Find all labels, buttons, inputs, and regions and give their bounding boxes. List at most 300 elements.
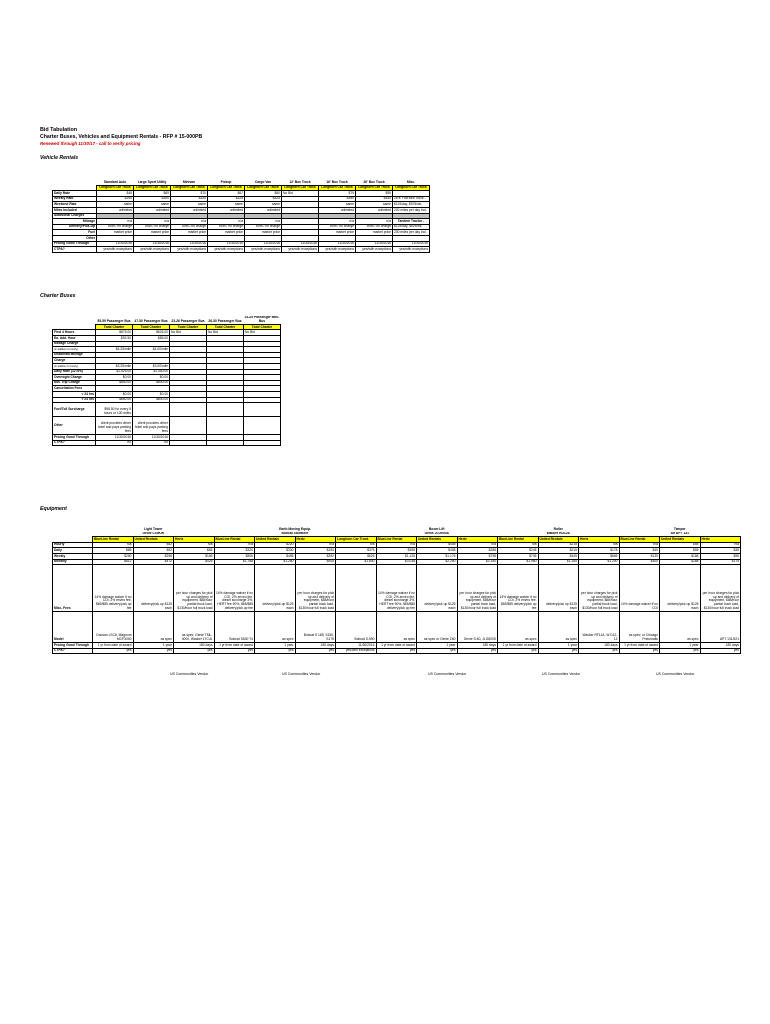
us-communities-vendor-note: US Communities Vendor xyxy=(656,672,695,676)
value-cell: $115/day, $575/wk, xyxy=(393,202,430,208)
vendor-name-cell: United Rentals xyxy=(538,537,579,543)
value-cell: $2,250 xyxy=(417,559,458,565)
value-cell: n/a xyxy=(356,219,393,225)
value-cell: $1,280 xyxy=(255,559,296,565)
corner-cell xyxy=(53,316,96,324)
value-cell: same xyxy=(208,202,245,208)
value-cell: $0.00 xyxy=(96,375,133,381)
value-cell: Tandem Tractor - xyxy=(393,219,430,225)
bus-type-header: 47-50 Passenger Bus xyxy=(134,318,168,323)
row-label: Weekend Rate xyxy=(53,202,97,208)
misc-fee-cell: delivery/pick up $125 each xyxy=(133,565,174,612)
value-cell: $2,150 xyxy=(457,559,498,565)
value-cell: No Bid xyxy=(207,330,244,336)
vendor-name-cell: BlueLine Rental xyxy=(619,537,660,543)
page-subtitle: Charter Buses, Vehicles and Equipment Rentals - RFP # 15-000PB xyxy=(40,134,203,140)
vehicle-row-ctpa xyxy=(53,247,430,253)
value-cell: $92 xyxy=(133,548,174,554)
empty-cell xyxy=(207,417,244,435)
value-cell: 1 year xyxy=(538,643,579,649)
value-cell: $675.00 xyxy=(96,330,133,336)
bus-type-header: 23-25 Passenger Mini-Bus xyxy=(244,316,280,323)
renewal-note: Renewed through 11/30/17 - call to verify pricing xyxy=(40,141,141,146)
charter-fuel-row xyxy=(53,403,281,417)
value-cell: n/a xyxy=(97,219,134,225)
value-cell: $245 xyxy=(498,548,539,554)
vendor-name-cell: Todd Charter xyxy=(244,324,281,330)
value-cell: n/a xyxy=(134,219,171,225)
value-cell: 1 year xyxy=(660,643,701,649)
value-cell: n/a xyxy=(457,542,498,548)
equipment-group-name: Light Tower xyxy=(144,527,163,531)
value-cell: unlimited xyxy=(97,207,134,213)
charter-section-title: Charter Buses xyxy=(40,293,76,299)
vendor-name-cell: Longhorn Car Truck xyxy=(171,185,208,191)
value-cell: yes xyxy=(376,648,417,654)
value-cell: same xyxy=(356,202,393,208)
vendor-name-cell: Longhorn Car Truck xyxy=(134,185,171,191)
value-cell: $800.00 xyxy=(133,397,170,403)
value-cell: both / no charge xyxy=(97,224,134,230)
row-label: CTPA? xyxy=(53,247,97,253)
value-cell: $45 xyxy=(97,191,134,197)
empty-cell xyxy=(244,440,281,446)
vendor-name-cell: Hertz xyxy=(295,537,336,543)
charter-buses-table xyxy=(52,316,281,446)
value-cell: both / no charge xyxy=(356,224,393,230)
value-cell: 11/30/2016 xyxy=(134,241,171,247)
vehicle-type-header: Misc. xyxy=(406,180,416,184)
row-label: Other xyxy=(53,235,97,241)
value-cell: $92.50 xyxy=(96,336,133,342)
model-cell: as spec xyxy=(498,612,539,643)
row-label: Pricing Good Through xyxy=(53,241,97,247)
value-cell: unlimited xyxy=(134,207,171,213)
value-cell: both / no charge xyxy=(245,224,282,230)
row-label: Daily Rate xyxy=(53,191,97,197)
value-cell: yes xyxy=(255,648,296,654)
row-label: Monthly xyxy=(53,559,93,565)
value-cell: $288 xyxy=(660,559,701,565)
value-cell: both / no charge xyxy=(171,224,208,230)
value-cell: yes xyxy=(174,648,215,654)
value-cell: n/a xyxy=(245,219,282,225)
value-cell: n/a xyxy=(579,542,620,548)
value-cell: $69 xyxy=(134,191,171,197)
vendor-name-cell: Hertz xyxy=(579,537,620,543)
vendor-name-cell: Longhorn Car Truck xyxy=(319,185,356,191)
value-cell: 1 yr from date of award xyxy=(93,643,134,649)
value-cell: $395 xyxy=(376,548,417,554)
equipment-group-model: Bobcat Skidsteer xyxy=(281,531,309,536)
vendor-name-cell: BlueLine Rental xyxy=(376,537,417,543)
value-cell: $52 xyxy=(133,542,174,548)
value-cell: market price xyxy=(356,230,393,236)
us-communities-vendor-note: US Communities Vendor xyxy=(170,672,209,676)
equipment-group-model: Wacker RD12A xyxy=(546,531,570,536)
model-cell: as spec; Genie TML-4000, Wacker LTC4L xyxy=(174,612,215,643)
model-cell: Genie S-60, JLG600S xyxy=(457,612,498,643)
value-cell: same xyxy=(97,202,134,208)
vendor-name-cell: United Rentals xyxy=(133,537,174,543)
row-label: Min. Trip Charge xyxy=(53,380,96,386)
value-cell: $70 xyxy=(171,191,208,197)
vendor-name-cell: Todd Charter xyxy=(96,324,133,330)
value-cell: yes xyxy=(660,648,701,654)
value-cell: market price xyxy=(319,230,356,236)
row-label: Mileage Charge xyxy=(53,341,96,347)
row-label: Hourly xyxy=(53,542,93,548)
value-cell: $425 xyxy=(174,559,215,565)
row-label: Ea. Add. Hour xyxy=(53,336,96,342)
value-cell: unlimited xyxy=(171,207,208,213)
row-label: Misc. Fees xyxy=(53,565,93,612)
value-cell: $95 xyxy=(356,191,393,197)
vendor-name-cell: Longhorn Car Truck xyxy=(97,185,134,191)
value-cell: 11/30/2016 xyxy=(356,241,393,247)
value-cell: yes/with exceptions xyxy=(393,247,430,253)
misc-fee-cell: 14% damage waiver if no COI, 2% enviro fee, diesel surcharge 3%, HERT fee 90%, $65/$85 delivery/pick up fee xyxy=(214,565,255,612)
value-cell: $79 xyxy=(319,191,356,197)
equipment-group-name: Roller xyxy=(553,527,563,531)
value-cell: 11/30/2016 xyxy=(208,241,245,247)
row-label: (in addition to hourly) xyxy=(53,347,96,353)
value-cell: market price xyxy=(97,230,134,236)
value-cell: $350 xyxy=(319,196,356,202)
misc-fee-cell: 14% damage waiver if no COI xyxy=(619,565,660,612)
vehicle-section-title: Vehicle Rentals xyxy=(40,155,79,161)
value-cell: n/a xyxy=(619,542,660,548)
equipment-group-model: Air APT 131 xyxy=(670,531,689,536)
model-cell: as spec xyxy=(255,612,296,643)
value-cell: n/a xyxy=(319,219,356,225)
vehicle-type-header: Large Sport Utility xyxy=(137,180,167,184)
row-label: Mileage xyxy=(53,219,97,225)
row-label: Additional Charges xyxy=(53,213,97,219)
value-cell: market price xyxy=(208,230,245,236)
vehicle-type-header: Pickup xyxy=(220,180,232,184)
value-cell: n/a xyxy=(214,542,255,548)
value-cell: $850.00 xyxy=(96,397,133,403)
value-cell: $1,200 xyxy=(579,559,620,565)
value-cell: both / no charge xyxy=(319,224,356,230)
misc-fee-cell: delivery/pick up $125 each xyxy=(660,565,701,612)
value-cell: market price xyxy=(245,230,282,236)
value-cell: yes/with exceptions xyxy=(134,247,171,253)
value-cell: $250 xyxy=(93,553,134,559)
value-cell: $215 xyxy=(538,542,579,548)
value-cell: 200 miles per day incl. xyxy=(393,207,430,213)
value-cell: n/a xyxy=(295,542,336,548)
equipment-group-name: Boom Lift xyxy=(429,527,445,531)
value-cell: $3,038 xyxy=(376,559,417,565)
vendor-name-cell: BlueLine Rental xyxy=(498,537,539,543)
value-cell: 1 year xyxy=(133,643,174,649)
value-cell: $1,800 xyxy=(336,559,377,565)
model-cell: APT 131/521 xyxy=(700,612,741,643)
model-cell: Bobcat S-590 xyxy=(336,612,377,643)
value-cell: $625.00 xyxy=(133,330,170,336)
equipment-model-row xyxy=(53,612,741,643)
value-cell: 28 ft. Flat Bed Truck - xyxy=(393,196,430,202)
value-cell: no xyxy=(96,440,133,446)
row-label: Daily xyxy=(53,548,93,554)
value-cell: 11/30/2016 xyxy=(319,241,356,247)
value-cell: $330 xyxy=(255,548,296,554)
value-cell: $1,425.00 xyxy=(96,369,133,375)
value-cell: 11/30/2016 xyxy=(282,241,319,247)
value-cell: 180 days xyxy=(295,643,336,649)
other-cell: client provides driver hotel and pays parking fees xyxy=(96,417,133,435)
us-communities-vendor-note: US Communities Vendor xyxy=(428,672,467,676)
value-cell: n/a xyxy=(498,542,539,548)
vendor-name-cell: Longhorn Car Truck xyxy=(356,185,393,191)
value-cell: 1 yr from date of award xyxy=(376,643,417,649)
value-cell: n/a xyxy=(700,542,741,548)
value-cell: 11/30/2016 xyxy=(133,435,170,441)
value-cell: No Bid xyxy=(244,330,281,336)
value-cell: yes/with exceptions xyxy=(208,247,245,253)
model-cell: Doosan LSC8, Magnum MCP3000 xyxy=(93,612,134,643)
value-cell: $0.00 xyxy=(133,391,170,397)
value-cell: yes/with exceptions xyxy=(245,247,282,253)
value-cell: 180 days xyxy=(579,643,620,649)
row-label: Weekly xyxy=(53,553,93,559)
misc-fee-cell: delivery/pick up $125 each xyxy=(538,565,579,612)
misc-fee-cell: 14% damage waiver if no COI, 2% enviro fee, $65/$85 delivery/pick up fee xyxy=(93,565,134,612)
row-label: Fuel/Toll Surcharge xyxy=(53,403,96,417)
vendor-name-cell: United Rentals xyxy=(417,537,458,543)
value-cell: $925 xyxy=(295,559,336,565)
model-cell: as spec xyxy=(538,612,579,643)
empty-cell xyxy=(244,417,281,435)
value-cell: n/a xyxy=(376,542,417,548)
model-cell: Wacker RF11A, W D12-12 xyxy=(579,612,620,643)
value-cell: $472 xyxy=(133,559,174,565)
equipment-section-title: Equipment xyxy=(40,506,67,512)
value-cell: $35 xyxy=(700,548,741,554)
misc-fee-cell xyxy=(336,565,377,612)
value-cell: market price xyxy=(134,230,171,236)
bus-type-header: 26-30 Passenger Bus xyxy=(208,318,242,323)
value-cell: 180 days xyxy=(457,643,498,649)
value-cell: $1,160 xyxy=(538,559,579,565)
model-cell: as spec xyxy=(660,612,701,643)
value-cell: $215 xyxy=(538,548,579,554)
value-cell: yes xyxy=(579,648,620,654)
value-cell: 11/30/2016 xyxy=(171,241,208,247)
value-cell: yes/with exceptions xyxy=(97,247,134,253)
value-cell: $4.00/mile xyxy=(133,347,170,353)
value-cell: 1 year xyxy=(255,643,296,649)
value-cell: yes xyxy=(538,648,579,654)
value-cell: yes xyxy=(619,648,660,654)
value-cell: $0.00 xyxy=(133,375,170,381)
value-cell: 180 days xyxy=(174,643,215,649)
page-title: Bid Tabulation xyxy=(40,127,78,133)
row-label: Cancellation Fees xyxy=(53,386,96,392)
value-cell: both / no charge xyxy=(208,224,245,230)
charter-row-ctpa xyxy=(53,440,281,446)
row-label: CTPA? xyxy=(53,440,96,446)
value-cell: $798 xyxy=(457,553,498,559)
value-cell: $0.00 xyxy=(96,391,133,397)
value-cell: yes xyxy=(700,648,741,654)
value-cell: $95 xyxy=(700,553,741,559)
vehicle-vendor-row xyxy=(53,185,430,191)
vendor-name-cell: Todd Charter xyxy=(133,324,170,330)
charter-other-row xyxy=(53,417,281,435)
value-cell: market price xyxy=(171,230,208,236)
misc-fee-cell: per hour charges for pick up and delivery of equipment, $88/hour partial truck load, $130/hour full truck load xyxy=(579,565,620,612)
value-cell: $4.25/mile xyxy=(96,347,133,353)
value-cell: yes xyxy=(133,648,174,654)
value-cell: yes xyxy=(417,648,458,654)
misc-fee-cell: delivery/pick up $125 each xyxy=(417,565,458,612)
vendor-name-cell: Longhorn Car Truck xyxy=(336,537,377,543)
value-cell: $285 xyxy=(457,548,498,554)
bus-type-header: 55-59 Passenger Bus xyxy=(97,318,131,323)
value-cell: $408 xyxy=(417,542,458,548)
other-cell: client provides driver hotel and pays parking fees xyxy=(133,417,170,435)
value-cell: $400 xyxy=(619,559,660,565)
value-cell: 180 days xyxy=(700,643,741,649)
value-cell: n/a xyxy=(171,219,208,225)
value-cell: $135 xyxy=(619,553,660,559)
misc-fee-cell: delivery/pick up $125 each xyxy=(255,565,296,612)
value-cell: $665 xyxy=(579,553,620,559)
value-cell: $65 xyxy=(174,548,215,554)
value-cell: $165 xyxy=(174,553,215,559)
value-cell: n/a xyxy=(93,542,134,548)
row-label: < 24 hrs xyxy=(53,391,96,397)
value-cell: $445 xyxy=(538,553,579,559)
model-cell: as spec xyxy=(133,612,174,643)
equipment-group-name: Tamper xyxy=(673,527,686,531)
equipment-group-model: Genie JLG600A xyxy=(424,531,449,536)
empty-cell xyxy=(170,403,207,417)
row-label: > 24 hrs xyxy=(53,397,96,403)
value-cell: $188 xyxy=(660,553,701,559)
value-cell: yes/with exceptions xyxy=(356,247,393,253)
vendor-name-cell: United Rentals xyxy=(660,537,701,543)
value-cell: $178 xyxy=(579,548,620,554)
row-label: Deadhead Mileage xyxy=(53,352,96,358)
value-cell: 11/30/2016 xyxy=(97,241,134,247)
model-cell: as spec; or Chicago Pneumatic xyxy=(619,612,660,643)
vehicle-row-delivery xyxy=(53,224,430,230)
value-cell: 1 year xyxy=(417,643,458,649)
us-communities-vendor-note: US Communities Vendor xyxy=(282,672,321,676)
misc-fee-cell: per hour charges for pick up and delivery of equipment, $88/hour partial truck load, $130/hour full truck load xyxy=(295,565,336,612)
value-cell: same xyxy=(171,202,208,208)
misc-fee-cell: 14% damage waiver if no COI, 2% enviro fee, $65/$85 delivery/pick up fee xyxy=(498,565,539,612)
equipment-row-ctpa xyxy=(53,648,741,654)
value-cell: $40 xyxy=(619,548,660,554)
row-label: Model xyxy=(53,612,93,643)
vehicle-type-header: Standard Auto xyxy=(103,180,127,184)
value-cell: $1,176 xyxy=(417,553,458,559)
value-cell: $67 xyxy=(208,191,245,197)
value-cell: $55 xyxy=(660,542,701,548)
row-label: Charge xyxy=(53,358,96,364)
vendor-name-cell: United Rentals xyxy=(255,537,296,543)
value-cell: n/a xyxy=(336,542,377,548)
equipment-vendor-row xyxy=(53,537,741,543)
empty-cell xyxy=(207,403,244,417)
value-cell: $55 xyxy=(660,548,701,554)
value-cell: $735 xyxy=(498,553,539,559)
vehicle-type-header: Cargo Van xyxy=(254,180,272,184)
misc-fee-cell: per hour charges for pick up and delivery of equipment, $88/hour partial truck load, $130/hour full truck load xyxy=(457,565,498,612)
value-cell: unlimited xyxy=(245,207,282,213)
equipment-group-model: Genie LS5KW xyxy=(142,531,165,536)
vendor-name-cell: BlueLine Rental xyxy=(93,537,134,543)
vendor-name-cell: Todd Charter xyxy=(207,324,244,330)
value-cell: 11/30/2016 xyxy=(393,241,430,247)
us-communities-vendor-note: US Communities Vendor xyxy=(542,672,581,676)
empty-cell xyxy=(170,440,207,446)
value-cell: 11/30/2016 xyxy=(96,435,133,441)
value-cell: yes/with exceptions xyxy=(171,247,208,253)
value-cell: $800.00 xyxy=(133,380,170,386)
vendor-name-cell: Longhorn Car Truck xyxy=(393,185,430,191)
value-cell: $450 xyxy=(356,196,393,202)
vehicle-type-header: 26' Box Truck xyxy=(363,180,385,184)
value-cell: $175 xyxy=(700,559,741,565)
value-cell: $220 xyxy=(255,542,296,548)
row-label: Other xyxy=(53,417,96,435)
value-cell: no xyxy=(133,440,170,446)
equipment-misc-row xyxy=(53,565,741,612)
value-cell: $125/day, $625/wk, xyxy=(393,224,430,230)
value-cell: yes xyxy=(93,648,134,654)
value-cell: $455 xyxy=(255,553,296,559)
value-cell: $1,125 xyxy=(376,553,417,559)
bus-type-header: 23-26 Passenger Bus xyxy=(171,318,205,323)
value-cell: unlimited xyxy=(319,207,356,213)
value-cell: yes xyxy=(457,648,498,654)
value-cell: 1 yr from date of award xyxy=(214,643,255,649)
empty-cell xyxy=(207,440,244,446)
row-label: Overnight Charge xyxy=(53,375,96,381)
value-cell: $612 xyxy=(93,559,134,565)
vendor-name-cell: BlueLine Rental xyxy=(214,537,255,543)
vendor-name-cell: Todd Charter xyxy=(170,324,207,330)
value-cell: yes xyxy=(498,648,539,654)
value-cell: $296 xyxy=(133,553,174,559)
model-cell: as spec or Genie Z60 xyxy=(417,612,458,643)
value-cell: No Bid xyxy=(282,191,319,197)
vendor-name-cell: Longhorn Car Truck xyxy=(208,185,245,191)
value-cell: both / no charge xyxy=(134,224,171,230)
row-label: Delivery/Pick-Up xyxy=(53,224,97,230)
equipment-group-name: Earth Moving Equip. xyxy=(279,527,311,531)
row-label: Pricing Good Through xyxy=(53,643,93,649)
misc-fee-cell: per hour charges for pick up and delivery of equipment, $88/hour partial truck load, $130/hour full truck load xyxy=(700,565,741,612)
value-cell: $60 xyxy=(245,191,282,197)
value-cell: $85.00 xyxy=(133,336,170,342)
value-cell: $408 xyxy=(417,548,458,554)
value-cell: 11/30/2016 xyxy=(336,643,377,649)
vendor-name-cell: Longhorn Car Truck xyxy=(282,185,319,191)
value-cell: yes/with exceptions xyxy=(336,648,377,654)
value-cell: $320 xyxy=(214,548,255,554)
value-cell: No Bid xyxy=(170,330,207,336)
value-cell: $375 xyxy=(336,548,377,554)
vehicle-type-header: 12' Box Truck xyxy=(289,180,311,184)
vendor-name-cell: Hertz xyxy=(457,537,498,543)
